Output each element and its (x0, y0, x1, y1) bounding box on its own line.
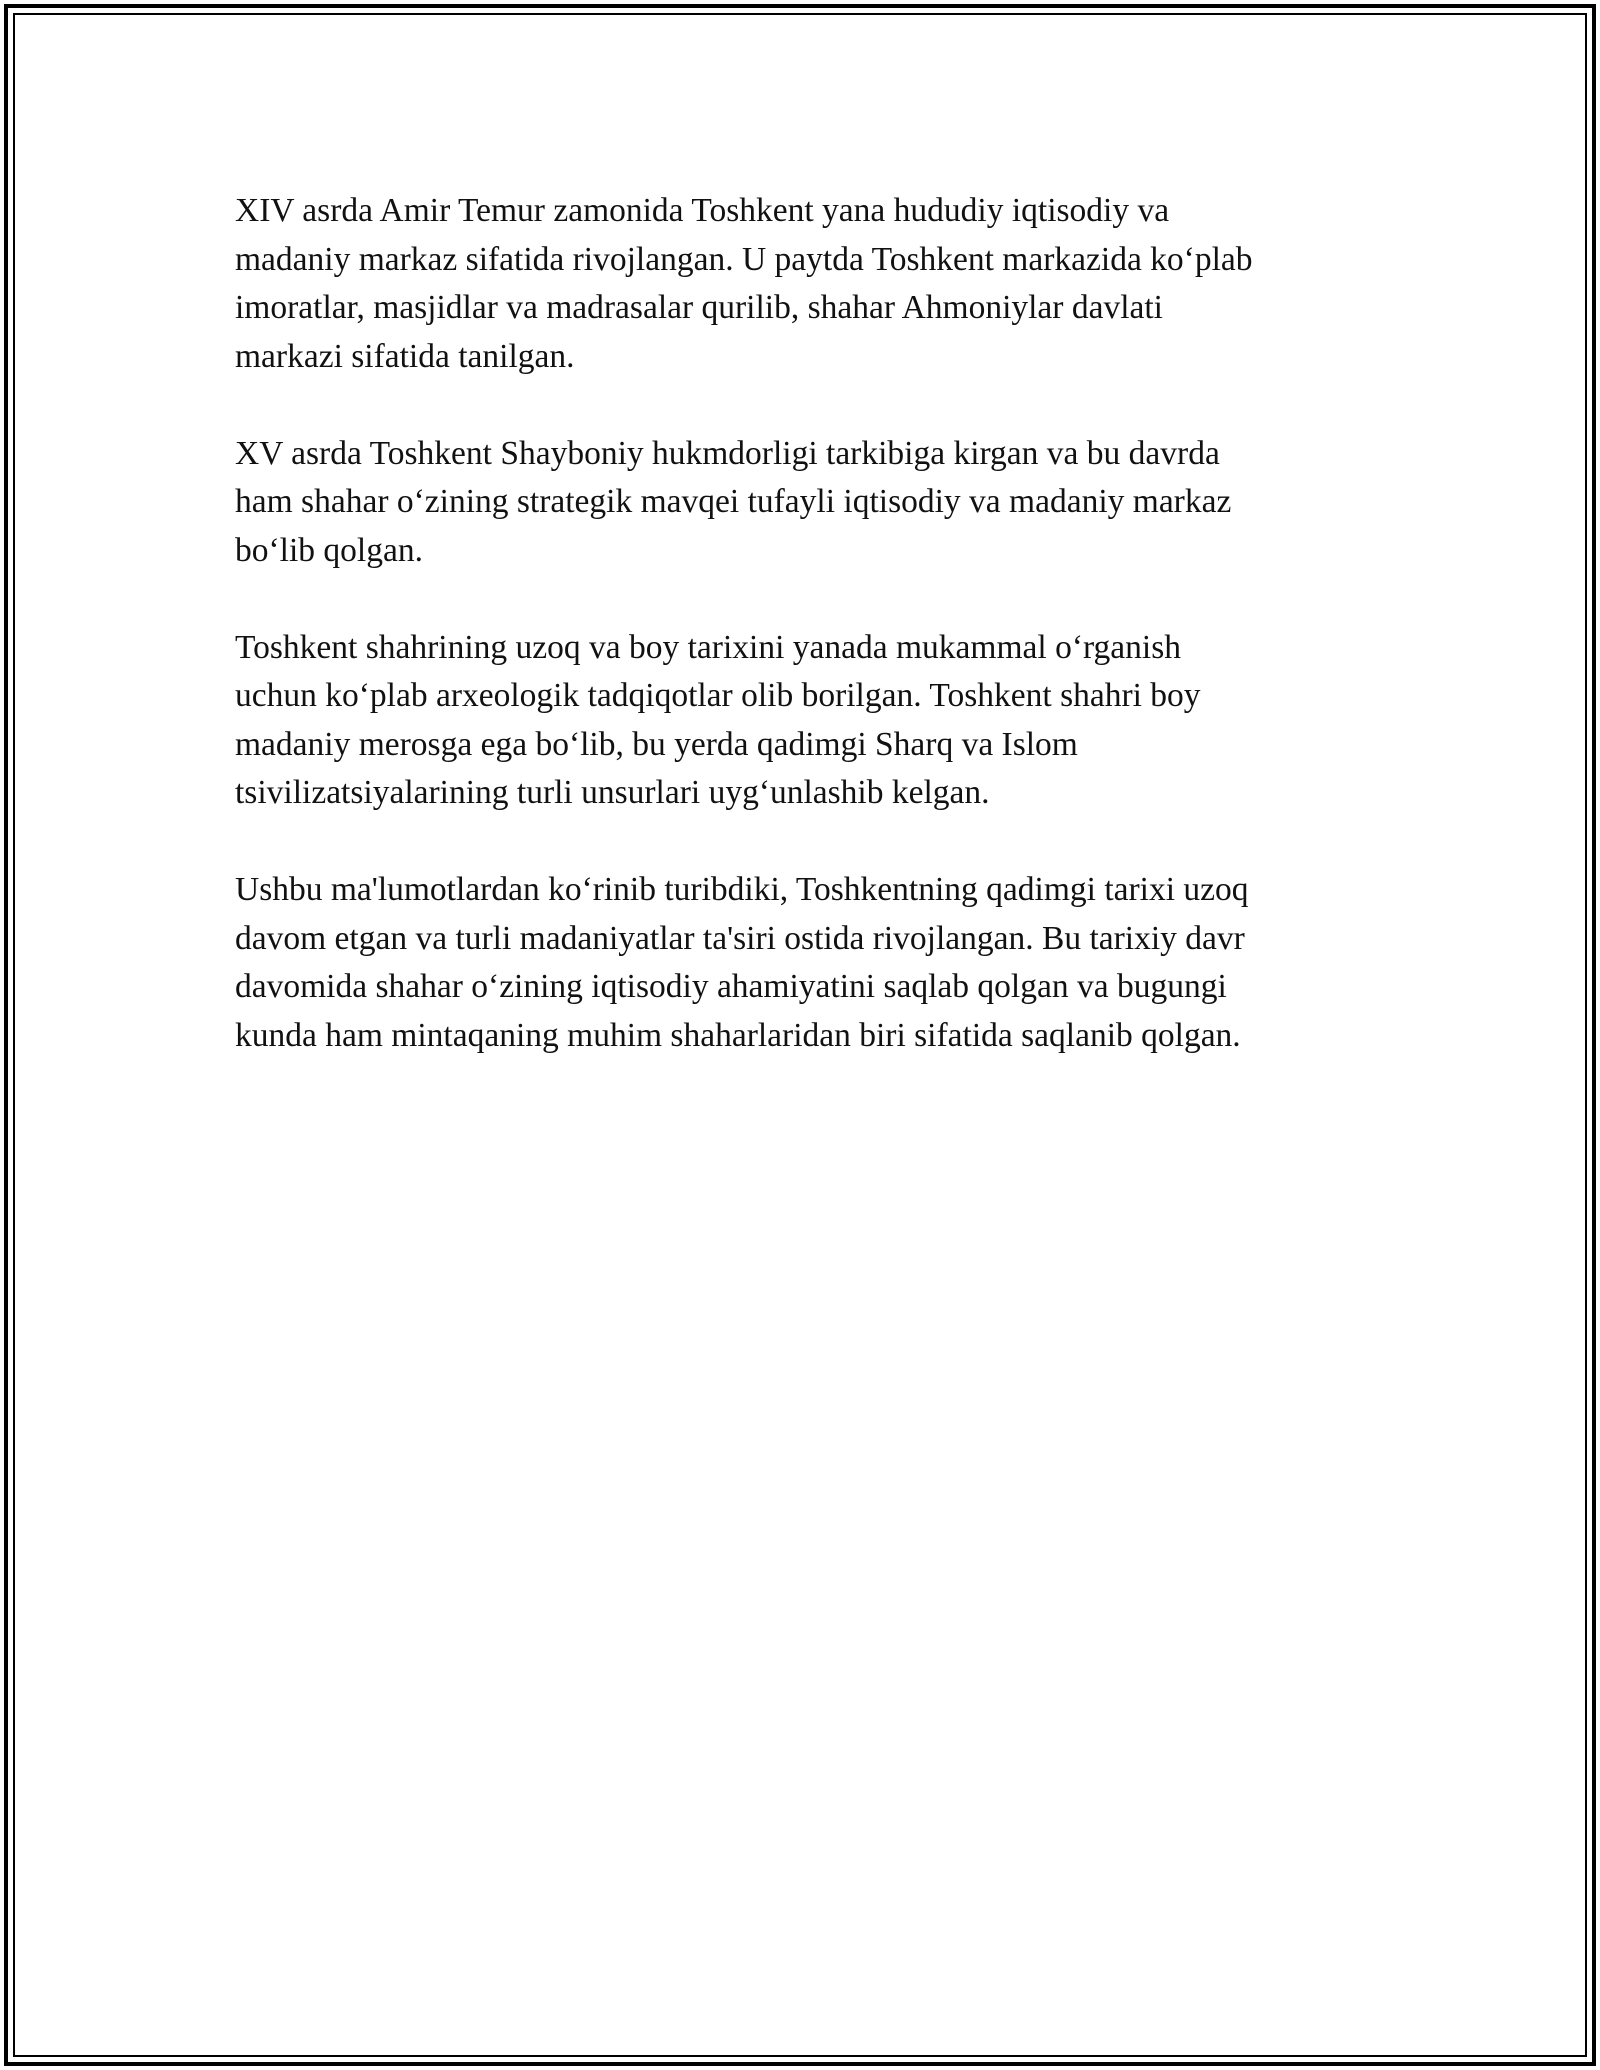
document-body (235, 187, 1365, 1109)
paragraph-1: XIV asrda Amir Temur zamonida Toshkent yana hududiy iqtisodiy va madaniy markaz sifatida rivojlangan. U paytda Toshkent markazida ko‘plab imoratlar, masjidlar va madrasalar qurilib, shahar Ahmoniylar davlati markazi sifatida tanilgan. (235, 192, 1253, 375)
paragraph-4: Ushbu ma'lumotlardan ko‘rinib turibdiki, Toshkentning qadimgi tarixi uzoq davom etgan va turli madaniyatlar ta'siri ostida rivojlangan. Bu tarixiy davr davomida shahar o‘zining iqtisodiy ahamiyatini saqlab qolgan va bugungi kunda ham mintaqaning muhim shaharlaridan biri sifatida saqlanib qolgan. (235, 871, 1249, 1054)
paragraph-2: XV asrda Toshkent Shayboniy hukmdorligi tarkibiga kirgan va bu davrda ham shahar o‘zining strategik mavqei tufayli iqtisodiy va madaniy markaz bo‘lib qolgan. (235, 434, 1232, 569)
paragraph-3: Toshkent shahrining uzoq va boy tarixini yanada mukammal o‘rganish uchun ko‘plab arxeologik tadqiqotlar olib borilgan. Toshkent shahri boy madaniy merosga ega bo‘lib, bu yerda qadimgi Sharq va Islom tsivilizatsiyalarining turli unsurlari uyg‘unlashib kelgan. (235, 628, 1201, 811)
